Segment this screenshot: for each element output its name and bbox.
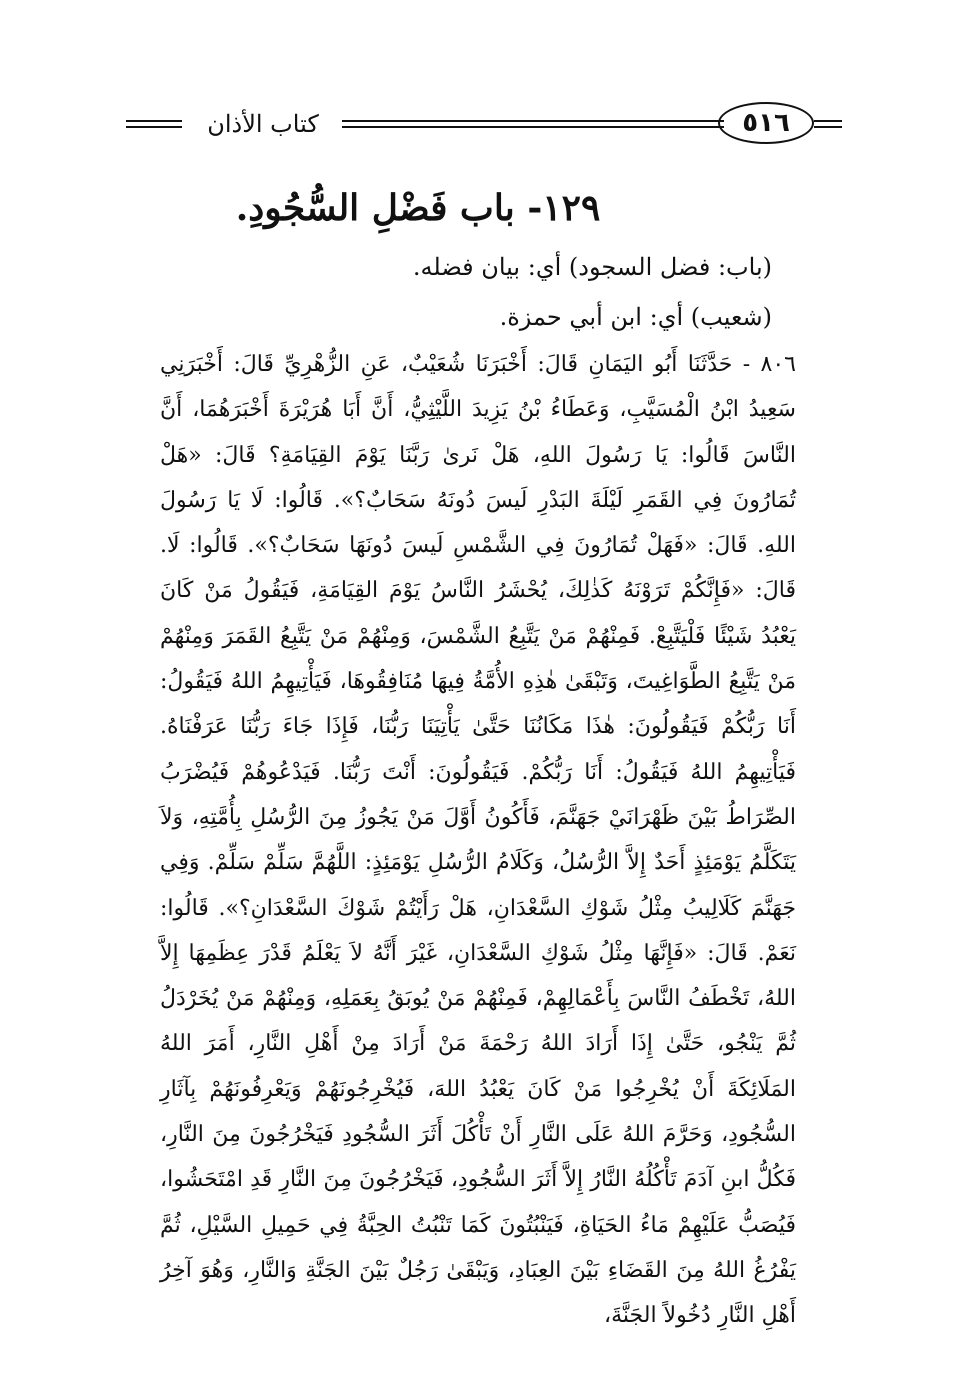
commentary-note: (شعيب) أي: ابن أبي حمزة. (499, 303, 772, 331)
page-number: ٥١٦ (718, 102, 814, 144)
header-rule-right (814, 120, 842, 128)
chapter-title: ١٢٩- باب فَضْلِ السُّجُودِ. (235, 187, 601, 229)
page-header (126, 96, 842, 152)
header-rule-middle (342, 120, 724, 128)
header-rule-left (126, 120, 182, 128)
running-title: كتاب الأذان (207, 110, 319, 138)
commentary-note: (باب: فضل السجود) أي: بيان فضله. (412, 253, 772, 281)
page-content (160, 176, 796, 1339)
hadith-text: ٨٠٦ - حَدَّثَنَا أَبُو اليَمَانِ قَالَ: أَخْبَرَنَا شُعَيْبٌ، عَنِ الزُّهْرِيِّ قَالَ: أَخْبَرَنِي سَعِيدُ ابْنُ الْمُسَيَّبِ، وَعَطَاءُ بْنُ يَزِيدَ اللَّيْثِيُّ، أَنَّ أَبَا هُرَيْرَةَ أَخْبَرَهُمَا، أَنَّ النَّاسَ قَالُوا: يَا رَسُولَ اللهِ، هَلْ نَرىٰ رَبَّنَا يَوْمَ القِيَامَةِ؟ قَالَ: «هَلْ تُمَارُونَ فِي القَمَرِ لَيْلَةَ البَدْرِ لَيسَ دُونَهُ سَحَابٌ؟». قَالُوا: لَا يَا رَسُولَ اللهِ. قَالَ: «فَهَلْ تُمَارُونَ فِي الشَّمْسِ لَيسَ دُونَهَا سَحَابٌ؟». قَالُوا: لَا. قَالَ: «فَإِنَّكُمْ تَرَوْنَهُ كَذٰلِكَ، يُحْشَرُ النَّاسُ يَوْمَ القِيَامَةِ، فَيَقُولُ مَنْ كَانَ يَعْبُدُ شَيْئًا فَلْيَتَّبِعْ. فَمِنْهُمْ مَنْ يَتَّبِعُ الشَّمْسَ، وَمِنْهُمْ مَنْ يَتَّبِعُ القَمَرَ وَمِنْهُمْ مَنْ يَتَّبِعُ الطَّوَاغِيتَ، وَتَبْقَىٰ هٰذِهِ الأُمَّةُ فِيهَا مُنَافِقُوهَا، فَيَأْتِيهِمُ اللهُ فَيَقُولُ: أَنَا رَبُّكُمْ فَيَقُولُونَ: هٰذَا مَكَانُنَا حَتَّىٰ يَأْتِيَنَا رَبُّنَا، فَإِذَا جَاءَ رَبُّنَا عَرَفْنَاهُ. فَيَأْتِيهِمُ اللهُ فَيَقُولُ: أَنَا رَبُّكُمْ. فَيَقُولُونَ: أَنْتَ رَبُّنَا. فَيَدْعُوهُمْ فَيُضْرَبُ الصِّرَاطُ بَيْنَ ظَهْرَانَيْ جَهَنَّمَ، فَأَكُونُ أَوَّلَ مَنْ يَجُوزُ مِنَ الرُّسُلِ بِأُمَّتِهِ، وَلاَ يَتَكَلَّمُ يَوْمَئِذٍ أَحَدٌ إِلاَّ الرُّسُلُ، وَكَلَامُ الرُّسُلِ يَوْمَئِذٍ: اللَّهُمَّ سَلِّمْ سَلِّمْ. وَفِي جَهَنَّمَ كَلَالِيبُ مِثْلُ شَوْكِ السَّعْدَانِ، هَلْ رَأَيْتُمْ شَوْكَ السَّعْدَانِ؟». قَالُوا: نَعَمْ. قَالَ: «فَإِنَّهَا مِثْلُ شَوْكِ السَّعْدَانِ، غَيْرَ أَنَّهُ لاَ يَعْلَمُ قَدْرَ عِظَمِهَا إِلاَّ اللهُ، تَخْطَفُ النَّاسَ بِأَعْمَالِهِمْ، فَمِنْهُمْ مَنْ يُوبَقُ بِعَمَلِهِ، وَمِنْهُمْ مَنْ يُخَرْدَلُ ثُمَّ يَنْجُو، حَتَّىٰ إِذَا أَرَادَ اللهُ رَحْمَةَ مَنْ أَرَادَ مِنْ أَهْلِ النَّارِ، أَمَرَ اللهُ المَلَائِكَةَ أَنْ يُخْرِجُوا مَنْ كَانَ يَعْبُدُ اللهَ، فَيُخْرِجُونَهُمْ وَيَعْرِفُونَهُمْ بِآثَارِ السُّجُودِ، وَحَرَّمَ اللهُ عَلَى النَّارِ أَنْ تَأْكُلَ أَثَرَ السُّجُودِ فَيَخْرُجُونَ مِنَ النَّارِ، فَكُلُّ ابنِ آدَمَ تَأْكُلُهُ النَّارُ إِلاَّ أَثَرَ السُّجُودِ، فَيَخْرُجُونَ مِنَ النَّارِ قَدِ امْتَحَشُوا، فَيُصَبُّ عَلَيْهِمْ مَاءُ الحَيَاةِ، فَيَنْبُتُونَ كَمَا تَنْبُتُ الحِبَّةُ فِي حَمِيلِ السَّيْلِ، ثُمَّ يَفْرُغُ اللهُ مِنَ القَضَاءِ بَيْنَ العِبَادِ، وَيَبْقَىٰ رَجُلٌ بَيْنَ الجَنَّةِ وَالنَّارِ، وَهُوَ آخِرُ أَهْلِ النَّارِ دُخُولاً الجَنَّةَ، (160, 352, 796, 1329)
